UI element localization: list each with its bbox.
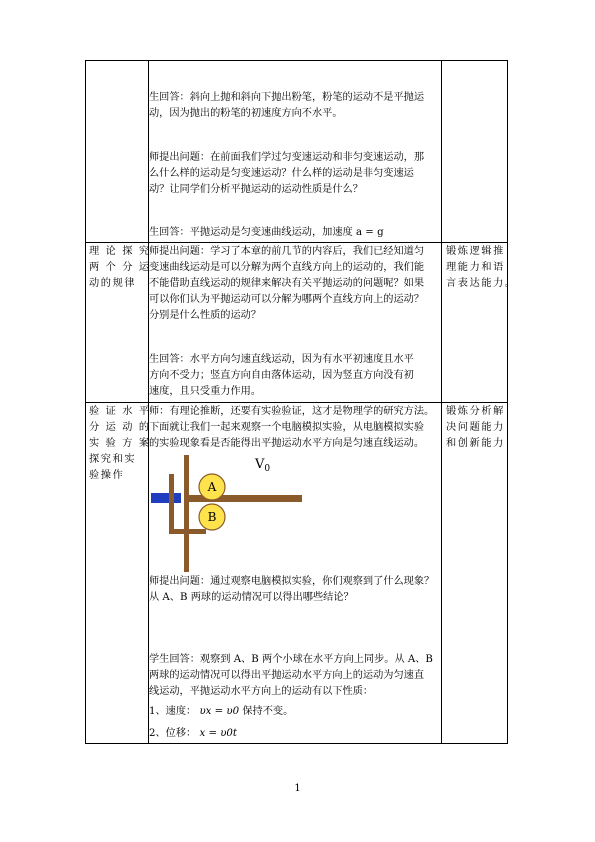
student-answer-line: 学生回答：观察到 A、B 两个小球在水平方向上同步。从 A、B — [149, 654, 433, 665]
goal-label: 决问题能力 — [446, 422, 505, 433]
goal-label: 言表达能力。 — [446, 278, 517, 289]
teacher-question-line: 动？让同学们分析平抛运动的运动性质是什么？ — [149, 184, 363, 195]
vertical-wall-center — [184, 455, 189, 572]
vertical-wall-left — [169, 474, 174, 534]
student-answer-line: 速度，且只受重力作用。 — [149, 386, 262, 397]
row-divider — [86, 242, 507, 243]
property-displacement — [149, 726, 237, 742]
goal-label: 锻炼分析解 — [446, 406, 505, 417]
student-answer-line: 生回答：平抛运动是匀变速曲线运动，加速度 a = g — [149, 227, 384, 238]
student-answer-line: 两球的运动情况可以得出平抛运动水平方向上的运动为匀速直 — [149, 670, 425, 681]
row-divider — [86, 402, 507, 403]
student-answer-line: 动，因为抛出的粉笔的初速度方向不水平。 — [149, 108, 343, 119]
projectile-experiment-diagram — [140, 450, 320, 575]
displacement-formula: x = υ0t — [199, 728, 238, 739]
stage-label: 分 运 动 的 — [89, 422, 151, 433]
teacher-question-line: 可以你们认为平抛运动可以分解为哪两个直线方向上的运动？ — [149, 294, 425, 305]
goal-label: 和创新能力 — [446, 438, 505, 449]
v0-label: $V_0$ — [255, 457, 271, 474]
goal-label: 锻炼逻辑推 — [446, 246, 505, 257]
page-number: 1 — [294, 783, 301, 794]
stage-label: 理 论 探 究 — [89, 246, 151, 257]
teacher-question-line: 师提出问题：通过观察电脑模拟实验，你们观察到了什么现象？ — [149, 576, 435, 587]
stage-label: 验 证 水 平 — [89, 406, 151, 417]
teacher-question-line: 么什么样的运动是匀变速运动？什么样的运动是非匀变速运 — [149, 168, 414, 179]
stage-label: 两 个 分 运 — [89, 262, 151, 273]
goal-label: 理能力和语 — [446, 262, 505, 273]
stage-label: 探究和实 — [89, 454, 137, 465]
teacher-question-line: 从 A、B 两球的运动情况可以得出哪些结论？ — [149, 592, 354, 603]
velocity-formula: υx = υ0 — [199, 706, 240, 717]
teacher-question-line: 不能借助直线运动的规律来解决有关平抛运动的问题呢？如果 — [149, 278, 425, 289]
teacher-intro-line: 下面就让我们一起来观察一个电脑模拟实验，从电脑模拟实验 — [149, 422, 425, 433]
property-suffix: 保持不变。 — [242, 706, 294, 717]
water-block — [151, 493, 181, 503]
teacher-question-line: 变速曲线运动是可以分解为两个直线方向上的运动的，我们能 — [149, 262, 425, 273]
ball-a-label: A — [207, 480, 217, 494]
stage-label: 验操作 — [89, 470, 125, 481]
teacher-question-line: 师提出问题：在前面我们学过匀变速运动和非匀变速运动，那 — [149, 152, 425, 163]
student-answer-line: 生回答：水平方向匀速直线运动，因为有水平初速度且水平 — [149, 354, 414, 365]
property-velocity — [149, 704, 293, 720]
stage-label: 实 验 方 案 — [89, 438, 151, 449]
student-answer-line: 方向不受力；竖直方向自由落体运动，因为竖直方向没有初 — [149, 370, 414, 381]
property-label: 2、位移： — [149, 728, 197, 739]
lower-rail — [169, 529, 206, 534]
teacher-question-line: 师提出问题：学习了本章的前几节的内容后，我们已经知道匀 — [149, 246, 425, 257]
stage-label: 动的规律 — [89, 278, 137, 289]
student-answer-line: 线运动，平抛运动水平方向上的运动有以下性质： — [149, 686, 374, 697]
teacher-question-line: 分别是什么性质的运动？ — [149, 310, 262, 321]
teacher-intro-line: 师：有理论推断，还要有实验验证，这才是物理学的研究方法。 — [149, 406, 435, 417]
property-label: 1、速度： — [149, 706, 197, 717]
teacher-intro-line: 的实验现象看是否能得出平抛运动水平方向是匀速直线运动。 — [149, 438, 425, 449]
ball-b-label: B — [207, 510, 217, 524]
student-answer-line: 生回答：斜向上抛和斜向下抛出粉笔，粉笔的运动不是平抛运 — [149, 92, 425, 103]
